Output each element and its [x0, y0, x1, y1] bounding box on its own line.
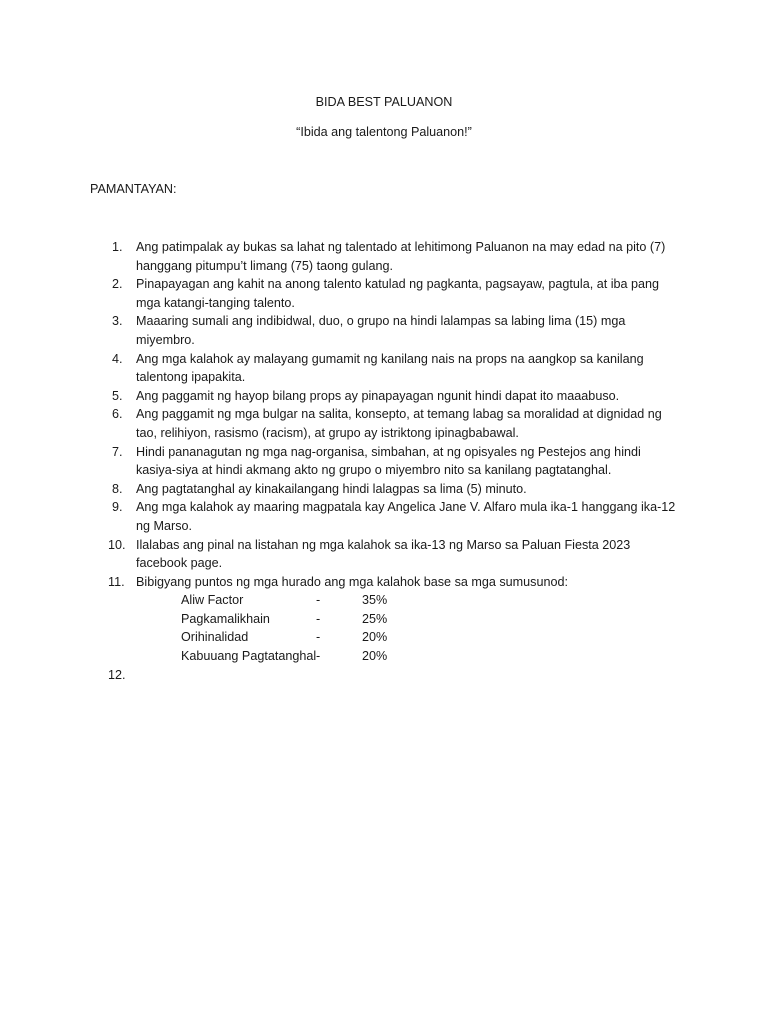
rule-number: 6.: [112, 407, 123, 422]
criterion-percent: 35%: [362, 593, 388, 608]
rule-item: [0, 498, 676, 535]
criterion-dash: -: [316, 593, 321, 608]
rule-number: 4.: [112, 351, 123, 366]
rule-text: Ang patimpalak ay bukas sa lahat ng talentado at lehitimong Paluanon na may edad na pito (7) hanggang pitumpu’t limang (75) taong gulang.: [136, 240, 666, 273]
criterion-name: Kabuuang Pagtatanghal: [181, 649, 317, 664]
rule-item: [0, 480, 676, 499]
criterion-row: [136, 591, 676, 610]
rule-text: Ang mga kalahok ay maaring magpatala kay Angelica Jane V. Alfaro mula ika-1 hanggang ika-12 ng Marso.: [136, 500, 676, 533]
document-title: BIDA BEST PALUANON: [315, 95, 453, 109]
criteria-list: [136, 591, 676, 665]
rule-text: Bibigyang puntos ng mga hurado ang mga kalahok base sa mga sumusunod:: [136, 574, 568, 589]
rule-number: 7.: [112, 444, 123, 459]
criterion-name: Aliw Factor: [181, 593, 244, 608]
rule-text: Ang pagtatanghal ay kinakailangang hindi lalagpas sa lima (5) minuto.: [136, 481, 527, 496]
criterion-row: [136, 647, 676, 666]
rule-number: 2.: [112, 277, 123, 292]
criterion-row: [136, 610, 676, 629]
section-heading: PAMANTAYAN:: [90, 182, 177, 196]
rule-item: [0, 573, 676, 666]
rule-number: 8.: [112, 481, 123, 496]
rule-item: [0, 387, 676, 406]
rule-item: [0, 350, 676, 387]
rule-number: 5.: [112, 388, 123, 403]
criterion-name: Pagkamalikhain: [181, 611, 270, 626]
rule-number: 3.: [112, 314, 123, 329]
rule-item: [0, 312, 676, 349]
rule-item: [0, 405, 676, 442]
rule-item: [0, 666, 676, 685]
rule-text: Pinapayagan ang kahit na anong talento katulad ng pagkanta, pagsayaw, pagtula, at iba pang mga katangi-tanging talento.: [136, 277, 660, 310]
rule-text: Ang paggamit ng hayop bilang props ay pinapayagan ngunit hindi dapat ito maaabuso.: [136, 388, 620, 403]
rule-text: Maaaring sumali ang indibidwal, duo, o grupo na hindi lalampas sa labing lima (15) mga miyembro.: [136, 314, 626, 347]
criterion-row: [136, 628, 676, 647]
rule-item: [0, 275, 676, 312]
rule-number: 1.: [112, 240, 123, 254]
criterion-name: Orihinalidad: [181, 630, 249, 645]
rule-number: 11.: [108, 574, 125, 589]
rule-number: 12.: [108, 667, 126, 682]
criterion-dash: -: [316, 611, 321, 626]
rules-list: [0, 238, 768, 684]
rule-text: Ang paggamit ng mga bulgar na salita, konsepto, at temang labag sa moralidad at dignidad ng tao, relihiyon, rasismo (racism), at grupo ay istriktong ipinagbabawal.: [136, 407, 662, 440]
criterion-percent: 20%: [362, 649, 388, 664]
criterion-dash: -: [316, 649, 321, 664]
rule-text: Ang mga kalahok ay malayang gumamit ng kanilang nais na props na aangkop sa kanilang talentong ipapakita.: [136, 351, 644, 385]
rule-text: Ilalabas ang pinal na listahan ng mga kalahok sa ika-13 ng Marso sa Paluan Fiesta 2023 facebook page.: [136, 537, 631, 571]
criterion-percent: 25%: [362, 611, 388, 626]
document-tagline: “Ibida ang talentong Paluanon!”: [296, 125, 472, 139]
rule-item: [0, 238, 676, 275]
criterion-percent: 20%: [362, 630, 388, 645]
criterion-dash: -: [316, 630, 321, 645]
rule-number: 9.: [112, 500, 123, 515]
rule-text: Hindi pananagutan ng mga nag-organisa, simbahan, at ng opisyales ng Pestejos ang hindi kasiya-siya at hindi akmang akto ng grupo o miyembro nito sa kanilang pagtatanghal.: [136, 444, 641, 478]
rule-item: [0, 536, 676, 573]
rule-item: [0, 443, 676, 480]
rule-number: 10.: [108, 537, 126, 552]
